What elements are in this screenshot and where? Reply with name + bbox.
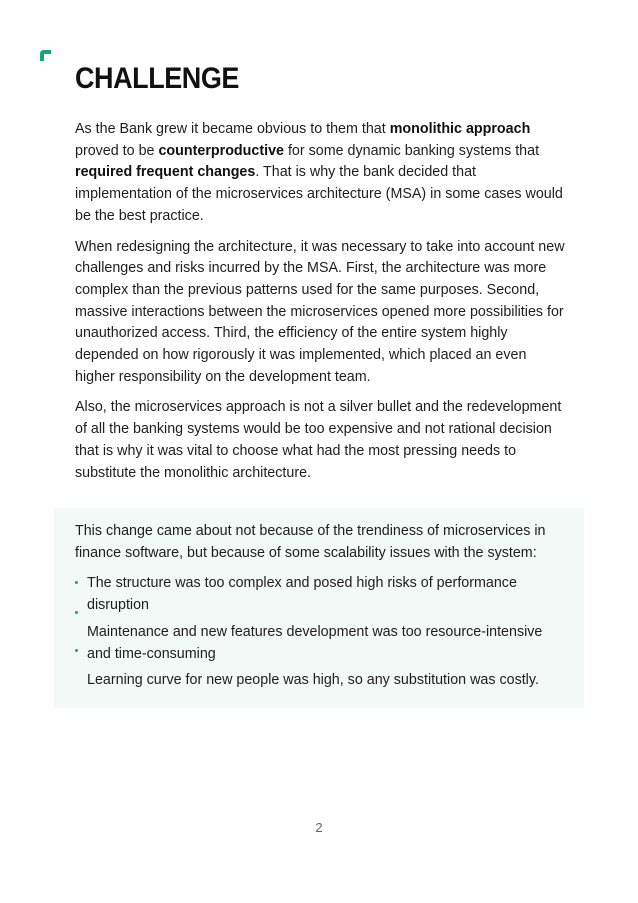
list-item: Learning curve for new people was high, so any substitution was costly. xyxy=(87,672,539,689)
callout-intro: This change came about not because of the trendiness of microservices in finance software, but because of some scalability issues with the system: xyxy=(75,523,546,561)
paragraph-redesign: When redesigning the architecture, it was necessary to take into account new challenges and risks incurred by the MSA. First, the architecture was more complex than the previous patterns used for the same purposes. Second, massive interactions between the microservices opened more possibilities for unauthorized access. Third, the efficiency of the entire system highly depended on how rigorously it was implemented, which placed an even higher responsibility on the development team. xyxy=(75,238,565,385)
paragraph-intro-text-3: for some dynamic banking systems that xyxy=(283,142,540,159)
body-text xyxy=(75,119,565,493)
paragraph-intro-bold-1: monolithic approach xyxy=(389,121,531,137)
page-title: CHALLENGE xyxy=(75,62,239,95)
callout-box xyxy=(54,508,584,708)
paragraph-silver-bullet: Also, the microservices approach is not a silver bullet and the redevelopment of all the banking systems would be too expensive and not rational decision that is why it was vital to choose what had the most pressing needs to substitute the monolithic architecture. xyxy=(75,399,562,481)
paragraph-intro-bold-2: counterproductive xyxy=(158,142,284,159)
paragraph-intro-text-4: . That is why the bank decided that implementation of the microservices architecture (MSA) in some cases would be the best practice. xyxy=(75,164,563,224)
page-number: 2 xyxy=(315,820,323,835)
corner-bracket-icon xyxy=(40,50,51,61)
list-item: The structure was too complex and posed high risks of performance disruption xyxy=(87,575,517,614)
list-item: Maintenance and new features development was too resource-intensive and time-consuming xyxy=(87,623,543,662)
paragraph-intro xyxy=(75,119,565,228)
bullet-list xyxy=(75,573,564,692)
paragraph-intro-bold-3: required frequent changes xyxy=(75,164,256,181)
paragraph-intro-text-2: proved to be xyxy=(75,142,159,159)
paragraph-intro-text-1: As the Bank grew it became obvious to them that xyxy=(75,121,390,137)
